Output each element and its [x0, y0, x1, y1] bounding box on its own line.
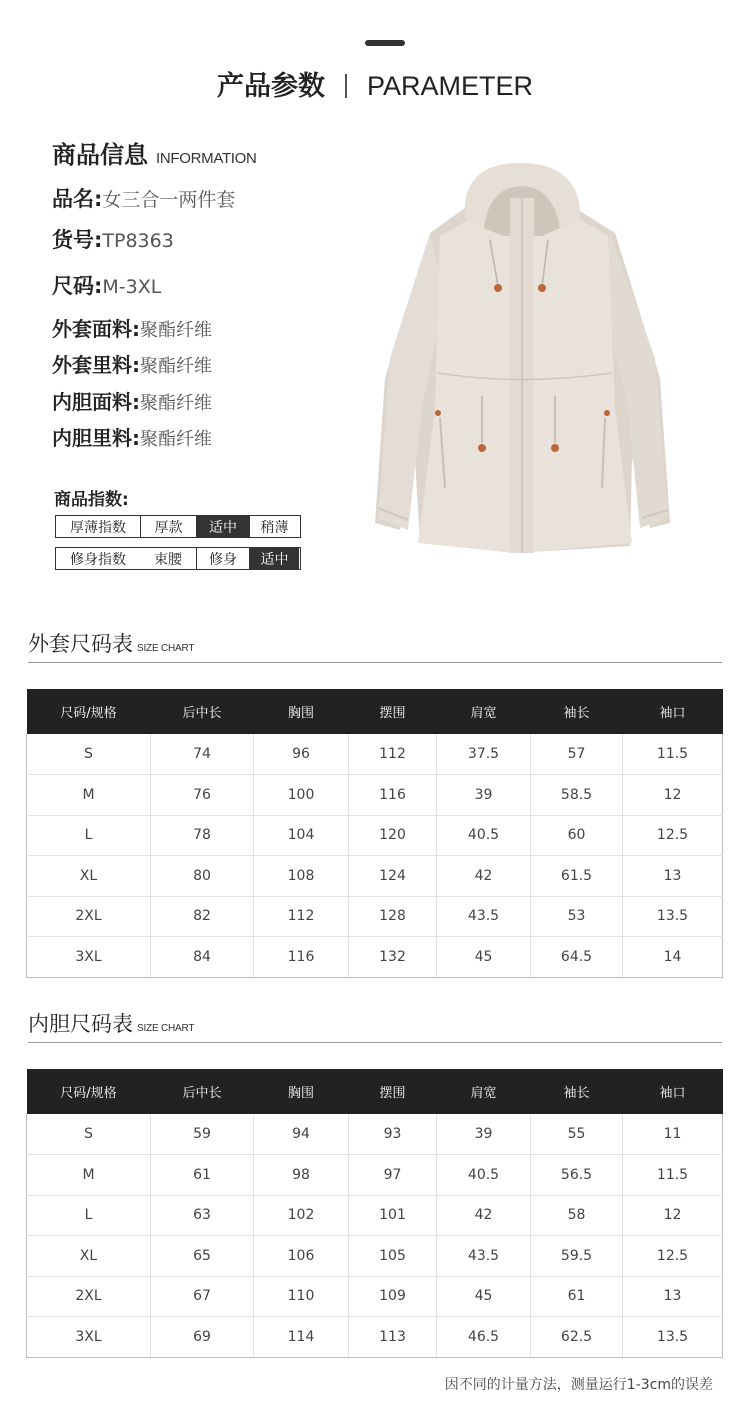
info-heading-cn: 商品信息: [52, 141, 148, 169]
info-row-size: [52, 270, 161, 300]
table-cell: S: [27, 1114, 151, 1155]
table-cell: 108: [254, 856, 349, 897]
table-cell: 64.5: [531, 937, 623, 978]
table-row: [27, 734, 723, 775]
table-cell: 46.5: [437, 1317, 531, 1358]
thickness-option: 厚款: [140, 516, 196, 537]
table-cell: 45: [437, 937, 531, 978]
column-header: 后中长: [151, 1069, 254, 1114]
column-header: 摆围: [349, 689, 437, 734]
info-value: 聚酯纤维: [140, 393, 212, 414]
column-header: 胸围: [254, 1069, 349, 1114]
table-cell: 84: [151, 937, 254, 978]
fit-option-selected: 适中: [249, 548, 299, 569]
outer-size-table: [26, 689, 723, 978]
table-cell: 53: [531, 896, 623, 937]
table-cell: 45: [437, 1276, 531, 1317]
info-row-sku: [52, 224, 174, 254]
header-decor-bar: [365, 40, 405, 46]
table-cell: XL: [27, 856, 151, 897]
outer-chart-title-cn: 外套尺码表: [28, 632, 133, 656]
column-header: 尺码/规格: [27, 689, 151, 734]
table-row: [27, 1155, 723, 1196]
column-header: 袖口: [623, 1069, 723, 1114]
thickness-index-label: 厚薄指数: [70, 519, 126, 536]
table-row: [27, 896, 723, 937]
table-cell: 40.5: [437, 1155, 531, 1196]
table-cell: 110: [254, 1276, 349, 1317]
column-header: 胸围: [254, 689, 349, 734]
info-value: 聚酯纤维: [140, 429, 212, 450]
table-cell: 98: [254, 1155, 349, 1196]
fit-option: 修身: [196, 548, 249, 569]
column-header: 袖长: [531, 689, 623, 734]
table-cell: 12: [623, 775, 723, 816]
fit-index-label: 修身指数: [70, 551, 126, 568]
column-header: 肩宽: [437, 1069, 531, 1114]
column-header: 袖口: [623, 689, 723, 734]
thickness-option-selected: 适中: [196, 516, 249, 537]
inner-size-table: [26, 1069, 723, 1358]
info-label: 内胆面料:: [52, 390, 140, 414]
outer-chart-divider: [28, 662, 722, 663]
table-cell: 100: [254, 775, 349, 816]
table-cell: 40.5: [437, 815, 531, 856]
table-cell: 12: [623, 1195, 723, 1236]
table-row: [27, 815, 723, 856]
table-cell: 101: [349, 1195, 437, 1236]
table-cell: 78: [151, 815, 254, 856]
table-cell: 65: [151, 1236, 254, 1277]
table-header-row: [27, 689, 723, 734]
table-cell: 2XL: [27, 896, 151, 937]
inner-chart-title-cn: 内胆尺码表: [28, 1012, 133, 1036]
info-label: 内胆里料:: [52, 426, 140, 450]
info-label: 外套里料:: [52, 353, 140, 377]
table-row: [27, 1317, 723, 1358]
thickness-index-row: [55, 515, 301, 538]
table-cell: 62.5: [531, 1317, 623, 1358]
column-header: 尺码/规格: [27, 1069, 151, 1114]
info-value: 女三合一两件套: [102, 189, 236, 211]
inner-chart-title-en: SIZE CHART: [137, 1023, 195, 1034]
table-cell: M: [27, 1155, 151, 1196]
table-cell: 39: [437, 1114, 531, 1155]
table-row: [27, 775, 723, 816]
info-row-inner-fabric: [52, 386, 212, 415]
table-cell: 116: [254, 937, 349, 978]
table-cell: 60: [531, 815, 623, 856]
table-cell: 59.5: [531, 1236, 623, 1277]
thickness-option: 稍薄: [249, 516, 299, 537]
table-cell: 43.5: [437, 896, 531, 937]
table-cell: 13: [623, 856, 723, 897]
measurement-footnote: 因不同的计量方法，测量运行1-3cm的误差: [444, 1377, 713, 1393]
table-cell: 11.5: [623, 734, 723, 775]
table-cell: 3XL: [27, 937, 151, 978]
page-title-en: PARAMETER: [366, 71, 534, 101]
table-cell: 104: [254, 815, 349, 856]
table-cell: 14: [623, 937, 723, 978]
info-heading: [52, 135, 257, 170]
table-cell: 109: [349, 1276, 437, 1317]
info-label: 货号:: [52, 228, 103, 252]
table-cell: 82: [151, 896, 254, 937]
page-title: [0, 64, 750, 103]
table-cell: 61: [531, 1276, 623, 1317]
column-header: 肩宽: [437, 689, 531, 734]
table-cell: 13: [623, 1276, 723, 1317]
table-row: [27, 937, 723, 978]
table-cell: 102: [254, 1195, 349, 1236]
table-cell: 128: [349, 896, 437, 937]
indices-heading: 商品指数:: [54, 490, 129, 510]
info-label: 外套面料:: [52, 317, 140, 341]
table-cell: 74: [151, 734, 254, 775]
table-cell: 58.5: [531, 775, 623, 816]
table-cell: 76: [151, 775, 254, 816]
table-cell: 59: [151, 1114, 254, 1155]
info-value: TP8363: [102, 230, 174, 252]
table-cell: 11: [623, 1114, 723, 1155]
title-divider: [345, 74, 347, 98]
table-cell: 80: [151, 856, 254, 897]
table-row: [27, 1236, 723, 1277]
column-header: 后中长: [151, 689, 254, 734]
page-title-cn: 产品参数: [216, 71, 325, 102]
table-cell: 58: [531, 1195, 623, 1236]
table-cell: 96: [254, 734, 349, 775]
table-cell: 42: [437, 1195, 531, 1236]
table-cell: 106: [254, 1236, 349, 1277]
info-row-inner-lining: [52, 422, 212, 451]
table-cell: 37.5: [437, 734, 531, 775]
table-cell: 63: [151, 1195, 254, 1236]
outer-chart-title: [28, 628, 194, 658]
column-header: 袖长: [531, 1069, 623, 1114]
table-cell: 61.5: [531, 856, 623, 897]
table-row: [27, 856, 723, 897]
table-cell: 69: [151, 1317, 254, 1358]
table-cell: 132: [349, 937, 437, 978]
table-cell: 112: [254, 896, 349, 937]
info-row-outer-fabric: [52, 313, 212, 342]
table-cell: 12.5: [623, 1236, 723, 1277]
table-cell: 57: [531, 734, 623, 775]
table-row: [27, 1195, 723, 1236]
info-row-outer-lining: [52, 349, 212, 378]
table-cell: 93: [349, 1114, 437, 1155]
info-heading-en: INFORMATION: [156, 150, 257, 167]
table-cell: 113: [349, 1317, 437, 1358]
table-cell: 116: [349, 775, 437, 816]
column-header: 摆围: [349, 1069, 437, 1114]
table-cell: 114: [254, 1317, 349, 1358]
fit-index-row: [55, 547, 301, 570]
table-cell: 55: [531, 1114, 623, 1155]
outer-chart-title-en: SIZE CHART: [137, 643, 195, 654]
inner-chart-divider: [28, 1042, 722, 1043]
info-value: M-3XL: [102, 276, 162, 298]
table-cell: 43.5: [437, 1236, 531, 1277]
info-value: 聚酯纤维: [140, 320, 212, 341]
table-cell: 42: [437, 856, 531, 897]
table-cell: L: [27, 1195, 151, 1236]
table-cell: M: [27, 775, 151, 816]
table-cell: 61: [151, 1155, 254, 1196]
table-cell: 67: [151, 1276, 254, 1317]
table-cell: 11.5: [623, 1155, 723, 1196]
table-cell: 120: [349, 815, 437, 856]
table-cell: 12.5: [623, 815, 723, 856]
table-cell: 3XL: [27, 1317, 151, 1358]
table-cell: 13.5: [623, 896, 723, 937]
table-cell: 56.5: [531, 1155, 623, 1196]
table-cell: L: [27, 815, 151, 856]
info-row-name: [52, 183, 235, 213]
table-cell: 112: [349, 734, 437, 775]
info-label: 尺码:: [52, 274, 103, 298]
table-cell: 124: [349, 856, 437, 897]
product-jacket-image: [370, 158, 680, 558]
table-cell: S: [27, 734, 151, 775]
table-header-row: [27, 1069, 723, 1114]
fit-option: 束腰: [154, 551, 182, 568]
info-value: 聚酯纤维: [140, 356, 212, 377]
table-cell: 94: [254, 1114, 349, 1155]
table-cell: 39: [437, 775, 531, 816]
table-row: [27, 1114, 723, 1155]
info-label: 品名:: [52, 187, 103, 211]
table-cell: 105: [349, 1236, 437, 1277]
table-cell: 97: [349, 1155, 437, 1196]
table-cell: 2XL: [27, 1276, 151, 1317]
table-cell: 13.5: [623, 1317, 723, 1358]
table-row: [27, 1276, 723, 1317]
table-cell: XL: [27, 1236, 151, 1277]
inner-chart-title: [28, 1008, 194, 1038]
